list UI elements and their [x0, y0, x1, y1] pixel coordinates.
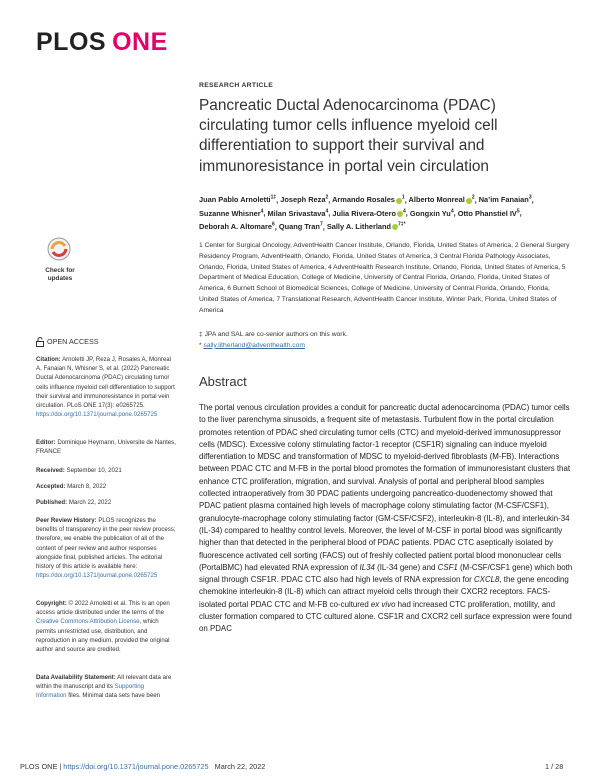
- footer-journal: PLOS ONE: [20, 762, 58, 771]
- journal-name-one: ONE: [112, 28, 168, 56]
- page-footer: [20, 762, 580, 771]
- data-availability-text-end: files. Minimal data sets have been: [68, 692, 160, 700]
- footer-separator: |: [59, 762, 62, 771]
- author-affiliation: 5: [516, 208, 520, 215]
- author-list: Juan Pablo Arnoletti$^{1\ddagger}$, Joseph Reza$^2$, Armando Rosales $^1$, Alberto Monreal $^2$, Na’im Fanaian$^3$, Suzanne Whisner$^4$, Milan Srivastava$^4$, Julia Rivera-Otero $^4$, Gongxin Yu$^4$, Otto Phanstiel $IV^5$, Deborah A. Altomare$^6$, Quang Tran$^7$, Sally A. Litherland $^{7\ddagger*}$: [199, 195, 534, 231]
- check-for-updates-line2: updates: [47, 274, 73, 282]
- author[interactable]: [409, 195, 475, 204]
- author[interactable]: [458, 209, 520, 218]
- citation-block: [36, 355, 176, 419]
- abstract-segment: The portal venous circulation provides a conduit for pancreatic ductal adenocarcinoma (PDAC) tumor cells to the liver parenchyma sinusoids, a frequent site of metastasis. Turbulent flow in the portal circulation promotes retention of PDAC shed circulating tumor cells (CTC) and myeloid-derived immunosuppressor cells (MDSC). Excessive colony stimulating factor-1 receptor (CSF1R) signaling can induce myeloid differentiation to MDSC and transformation of MDSC to myeloid-derived fibroblasts (M-FB). Interactions between PDAC CTC and M-FB in the portal blood promotes the formation of immunoresistant clusters that enhance CTC proliferation, migration, and survival. Analysis of portal and peripheral blood samples collected intraoperatively from 30 PDAC patients undergoing pancreatico-duodenectomy showed that PDAC patient plasma contained high levels of macrophage colony stimulating factor (M-CSF/CSF1), granulocyte-macrophage colony stimulating factor (GM-CSF/CSF2), interleukin-8 (IL-8), and interleukin-34 (IL-34) compared to healthy control levels. Moreover, the level of M-CSF in portal blood was significantly higher than that detected in the peripheral blood of PDAC patients. PDAC CTC aseptically isolated by fluorescence activated cell sorting (FACS) out of freshly collected patient portal blood mononuclear cells (PortalBMC) had elevated RNA expression of: [199, 403, 571, 572]
- abstract-gene-il34: IL34: [359, 562, 375, 572]
- author-affiliation: 2: [471, 195, 475, 201]
- corresponding-email-link[interactable]: sally.litherland@adventhealth.com: [203, 341, 305, 349]
- author[interactable]: [199, 222, 275, 231]
- abstract-segment: (M-CSF/CSF1 gene) which both signal through CSF1R. PDAC CTC also had high levels of RNA expression for: [199, 562, 573, 585]
- author-name: Milan Srivastava: [267, 208, 326, 218]
- open-access-label: OPEN ACCESS: [47, 337, 99, 346]
- abstract-gene-cxcl8: CXCL8: [473, 575, 500, 585]
- author-name: Juan Pablo Arnoletti: [199, 195, 271, 205]
- author[interactable]: [479, 195, 532, 204]
- author-affiliation: 4: [403, 208, 406, 215]
- data-availability-block: [36, 673, 176, 701]
- article-title: Pancreatic Ductal Adenocarcinoma (PDAC) circulating tumor cells influence myeloid cell differentiation to support their survival and immunoresistance in portal vein circulation: [199, 97, 498, 175]
- editor-text: Dominique Heymann, Universite de Nantes, FRANCE: [36, 439, 176, 456]
- copyright-block: [36, 599, 176, 654]
- license-link[interactable]: Creative Commons Attribution License: [36, 618, 140, 626]
- copyright-text-end: , which permits unrestricted use, distribution, and reproduction in any medium, provided the original author and source are credited.: [36, 618, 170, 654]
- author-name: Julia Rivera-Otero: [332, 208, 396, 218]
- author-affiliation: 3: [528, 195, 532, 201]
- copyright-text: © 2022 Arnoletti et al. This is an open access article distributed under the terms of the: [36, 600, 170, 617]
- page-number: 1 / 28: [545, 762, 564, 771]
- citation-label: Citation:: [36, 356, 61, 363]
- author[interactable]: [199, 209, 263, 218]
- citation-doi-link[interactable]: https://doi.org/10.1371/journal.pone.0265725: [36, 411, 158, 419]
- author[interactable]: [332, 209, 405, 218]
- author-name: Deborah A. Altomare: [199, 222, 272, 231]
- author-affiliation: 4: [450, 208, 454, 215]
- author-name: Gongxin Yu: [409, 208, 451, 218]
- author[interactable]: [332, 195, 405, 204]
- author[interactable]: [410, 209, 454, 218]
- author-name: Na’im Fanaian: [478, 195, 529, 205]
- abstract-gene-csf1: CSF1: [437, 562, 458, 572]
- accepted-label: Accepted:: [36, 483, 66, 490]
- author-affiliation: 1: [401, 195, 405, 201]
- peer-review-text: PLOS recognizes the benefits of transparency in the peer review process; therefore, we enable the publication of all of the content of peer review and author responses alongside final, published articles. The editorial history of this article is available here:: [36, 517, 176, 571]
- author-name: Sally A. Litherland: [326, 222, 392, 231]
- published-date: March 22, 2022: [68, 499, 112, 506]
- author-name: Alberto Monreal: [408, 195, 465, 205]
- author-name: Otto Phanstiel IV: [457, 208, 517, 218]
- received-label: Received:: [36, 467, 65, 474]
- author-affiliation: 2: [325, 195, 329, 201]
- abstract-ex-vivo: ex vivo: [370, 599, 396, 609]
- check-for-updates-line1: Check for: [45, 267, 75, 274]
- affiliations: 1 Center for Surgical Oncology, AdventHealth Cancer Institute, Orlando, Florida, United States of America, 2 General Surgery Residency Program, AdventHealth, Orlando, Florida, United States of America, 3 Central Florida Pathology Associates, Orlando, Florida, United States of America, 4 AdventHealth Research Institute, Orlando, Florida, United States of America, 5 Department of Medical Education, College of Medicine, University of Central Florida, Orlando, Florida, United States of America, 6 Burnett School of Biomedical Sciences, College of Medicine, University of Central Florida, Orlando, Florida, United States of America, 7 Translational Research, AdventHealth Cancer Institute, Winter Park, Florida, United States of America: [199, 242, 570, 314]
- corresponding-mark: *: [199, 341, 202, 349]
- open-access-indicator: [36, 337, 99, 347]
- author-affiliation: 1‡: [270, 195, 277, 201]
- journal-name-plos: PLOS: [36, 28, 107, 56]
- author-notes: [199, 330, 571, 352]
- received-date: September 10, 2021: [66, 467, 122, 474]
- peer-review-label: Peer Review History:: [36, 517, 97, 524]
- corresponding-author: [199, 341, 571, 352]
- author-name: Joseph Reza: [280, 195, 326, 205]
- author[interactable]: [327, 222, 406, 231]
- author-name: Suzanne Whisner: [199, 208, 261, 218]
- abstract-segment: (IL-34 gene) and: [374, 562, 438, 572]
- author-affiliation: 4: [325, 208, 329, 215]
- author[interactable]: [199, 195, 276, 204]
- abstract-text: [199, 402, 573, 636]
- author-affiliation: 4: [260, 208, 264, 215]
- accepted-date: March 8, 2022: [67, 483, 107, 490]
- editor-label: Editor:: [36, 439, 56, 446]
- author-affiliation: 6: [271, 221, 275, 228]
- published-block: [36, 498, 176, 507]
- abstract-segment: had increased CTC proliferation, motility, and cluster formation compared to CTC cultured alone. CSF1R and CXCR2 cell surface expression were found on PDAC: [199, 599, 572, 634]
- open-lock-icon: [36, 337, 44, 347]
- published-label: Published:: [36, 499, 68, 506]
- abstract-heading: Abstract: [199, 374, 247, 389]
- supporting-information-link[interactable]: Supporting Information: [36, 683, 145, 700]
- received-block: [36, 466, 176, 475]
- author-affiliation: 7‡*: [398, 221, 406, 228]
- peer-review-block: [36, 516, 176, 580]
- author-name: Quang Tran: [278, 222, 320, 231]
- footer-date: March 22, 2022: [214, 762, 266, 771]
- editor-block: [36, 438, 176, 456]
- author-name: Armando Rosales: [332, 195, 395, 205]
- footer-doi-link[interactable]: https://doi.org/10.1371/journal.pone.0265725: [63, 762, 209, 771]
- co-senior-note: ‡ JPA and SAL are co-senior authors on this work.: [199, 331, 348, 338]
- author[interactable]: [268, 209, 329, 218]
- data-availability-text: All relevant data are within the manuscript and its: [36, 674, 172, 691]
- abstract-segment: , the gene encoding chemokine interleukin-8 (IL-8) which can attract myeloid cells through their CXCR2 receptors. FACS-isolated portal PDAC CTC and M-FB co-cultured: [199, 575, 569, 609]
- journal-logo: [36, 28, 168, 57]
- check-for-updates-label[interactable]: [42, 267, 78, 282]
- copyright-label: Copyright:: [36, 600, 67, 607]
- section-label: RESEARCH ARTICLE: [199, 82, 274, 89]
- citation-text: Arnoletti JP, Reza J, Rosales A, Monreal A, Fanaian N, Whisner S, et al. (2022) Pancreatic Ductal Adenocarcinoma (PDAC) circulating tumor cells influence myeloid cell differentiation to support their survival and immunoresistance in portal vein circulation. PLoS ONE 17(3): e0265725.: [36, 356, 175, 410]
- author-affiliation: 7: [319, 221, 323, 228]
- accepted-block: [36, 482, 176, 491]
- peer-review-link[interactable]: https://doi.org/10.1371/journal.pone.0265725: [36, 572, 158, 580]
- author[interactable]: [280, 195, 328, 204]
- data-availability-label: Data Availability Statement:: [36, 674, 116, 681]
- author[interactable]: [279, 222, 323, 231]
